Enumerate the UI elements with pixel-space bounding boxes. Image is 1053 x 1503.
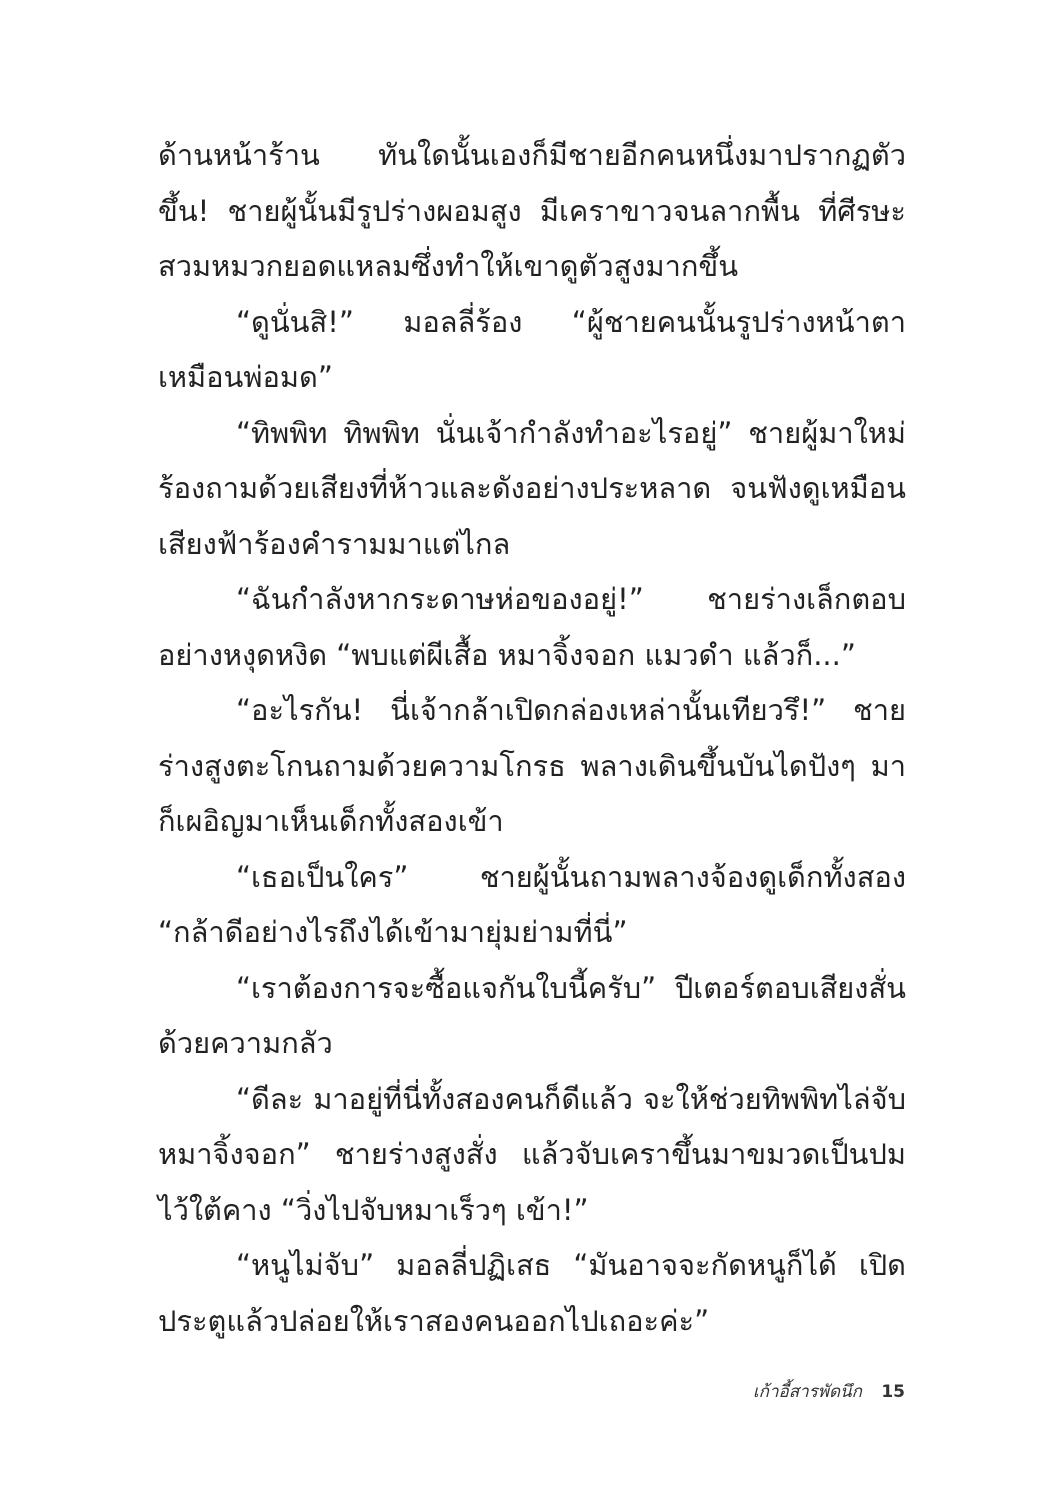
paragraph: “ดีละ มาอยู่ที่นี่ทั้งสองคนก็ดีแล้ว จะให้ช่วยทิพพิทไล่จับหมาจิ้งจอก” ชายร่างสูงสั่ง แล้วจับเคราขึ้นมาขมวดเป็นปมไว้ใต้คาง “วิ่งไปจับหมาเร็วๆ เข้า!”	[158, 1081, 906, 1227]
page-footer	[753, 1380, 905, 1404]
paragraph: “ฉันกำลังหากระดาษห่อของอยู่!” ชายร่างเล็กตอบอย่างหงุดหงิด “พบแต่ผีเสื้อ หมาจิ้งจอก แมวดำ แล้วก็...”	[158, 582, 906, 672]
page-body	[158, 128, 906, 1349]
paragraph: ด้านหน้าร้าน ทันใดนั้นเองก็มีชายอีกคนหนึ่งมาปรากฏตัวขึ้น! ชายผู้นั้นมีรูปร่างผอมสูง มีเคราขาวจนลากพื้น ที่ศีรษะสวมหมวกยอดแหลมซึ่งทำให้เขาดูตัวสูงมากขึ้น	[158, 138, 906, 283]
paragraph: “ทิพพิท ทิพพิท นั่นเจ้ากำลังทำอะไรอยู่” ชายผู้มาใหม่ร้องถามด้วยเสียงที่ห้าวและดังอย่างประหลาด จนฟังดูเหมือนเสียงฟ้าร้องคำรามมาแต่ไกล	[158, 415, 906, 561]
page-number: 15	[881, 1382, 905, 1402]
paragraph: “เธอเป็นใคร” ชายผู้นั้นถามพลางจ้องดูเด็กทั้งสอง “กล้าดีอย่างไรถึงได้เข้ามายุ่มย่ามที่นี่”	[158, 859, 906, 949]
paragraph: “เราต้องการจะซื้อแจกันใบนี้ครับ” ปีเตอร์ตอบเสียงสั่นด้วยความกลัว	[158, 970, 906, 1060]
paragraph: “ดูนั่นสิ!” มอลลี่ร้อง “ผู้ชายคนนั้นรูปร่างหน้าตาเหมือนพ่อมด”	[158, 304, 906, 394]
paragraph: “อะไรกัน! นี่เจ้ากล้าเปิดกล่องเหล่านั้นเทียวรึ!” ชายร่างสูงตะโกนถามด้วยความโกรธ พลางเดินขึ้นบันไดปังๆ มา ก็เผอิญมาเห็นเด็กทั้งสองเข้า	[158, 693, 906, 838]
paragraph: “หนูไม่จับ” มอลลี่ปฏิเสธ “มันอาจจะกัดหนูก็ได้ เปิดประตูแล้วปล่อยให้เราสองคนออกไปเถอะค่ะ”	[158, 1248, 906, 1338]
book-title: เก้าอี้สารพัดนึก	[752, 1382, 862, 1402]
